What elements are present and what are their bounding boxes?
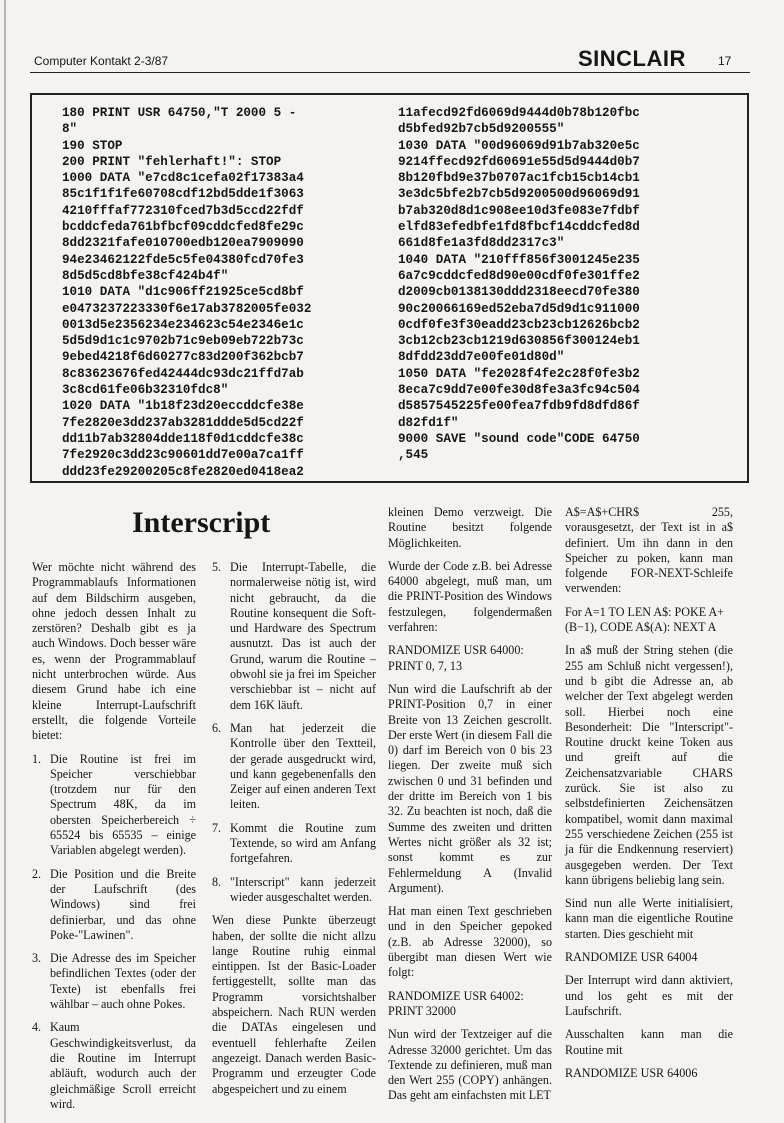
list-item: 7. Kommt die Routine zum Textende, so wird am Anfang fortgefahren. bbox=[212, 820, 376, 866]
list-item: 8. "Interscript" kann jederzeit wieder ausgeschaltet werden. bbox=[212, 874, 376, 904]
listing-line: 200 PRINT "fehlerhaft!": STOP bbox=[62, 154, 282, 169]
listing-right-column bbox=[398, 105, 640, 464]
list-item: 4. Kaum Geschwindigkeitsverlust, da die Routine im Interrupt abläuft, wodurch auch der gleichmäßige Scroll erreicht wird. bbox=[32, 1020, 196, 1111]
listing-line: 6a7c9cddcfed8d90e00cdf0fe301ffe2 bbox=[398, 268, 640, 283]
listing-line: 8c83623676fed42444dc93dc21ffd7ab bbox=[62, 366, 304, 381]
page-number: 17 bbox=[718, 54, 732, 68]
listing-line: 190 STOP bbox=[62, 138, 123, 153]
page-header bbox=[30, 46, 750, 73]
listing-line: 0cdf0fe3f30eadd23cb23cb12626bcb2 bbox=[398, 317, 640, 332]
listing-line: 7fe2920c3dd23c90601dd7e00a7ca1ff bbox=[62, 448, 304, 463]
article-column-3 bbox=[388, 505, 552, 1112]
listing-line: 1040 DATA "210fff856f3001245e235 bbox=[398, 252, 640, 267]
list-item: 3. Die Adresse des im Speicher befindlichen Textes (oder der Texte) ist ebenfalls frei wählbar – auch ohne Pokes. bbox=[32, 951, 196, 1012]
body-paragraph: Hat man einen Text geschrieben und in den Speicher gepoked (z.B. ab Adresse 32000), so übergibt man diesen Wert wie folgt: bbox=[388, 904, 552, 980]
listing-line: elfd83efedbfe1fd8fbcf14cddcfed8d bbox=[398, 220, 640, 235]
listing-line: 8d5d5cd8bfe38cf424b4f" bbox=[62, 268, 229, 283]
code-example: RANDOMIZE USR 64004 bbox=[565, 950, 698, 965]
listing-line: 8dd2321fafe010700edb120ea7909090 bbox=[62, 236, 304, 251]
listing-line: 1000 DATA "e7cd8c1cefa02f17383a4 bbox=[62, 171, 304, 186]
listing-line: e0473237223330f6e17ab3782005fe032 bbox=[62, 301, 312, 316]
listing-line: d5857545225fe00fea7fdb9fd8dfd86f bbox=[398, 399, 640, 414]
body-paragraph: Nun wird der Textzeiger auf die Adresse 32000 gerichtet. Um das Textende zu definieren, muß man den Wert 255 (COPY) anhängen. Das geht am einfachsten mit LET bbox=[388, 1027, 552, 1103]
body-paragraph: kleinen Demo verzweigt. Die Routine besitzt folgende Möglichkeiten. bbox=[388, 505, 552, 550]
article-title: Interscript bbox=[132, 506, 271, 539]
listing-line: d2009cb0138130ddd2318eecd70fe380 bbox=[398, 285, 640, 300]
listing-line: 1050 DATA "fe2028f4fe2c28f0fe3b2 bbox=[398, 366, 640, 381]
listing-line: 7fe2820e3dd237ab3281ddde5d5cd22f bbox=[62, 415, 304, 430]
page-edge-shadow bbox=[4, 0, 6, 1123]
code-example: For A=1 TO LEN A$: POKE A+(B−1), CODE A$(A): NEXT A bbox=[565, 604, 725, 635]
listing-line: 8b120fbd9e37b0707ac1fcb15cb14cb1 bbox=[398, 171, 640, 186]
code-example: RANDOMIZE USR 64000: PRINT 0, 7, 13 bbox=[388, 643, 524, 673]
listing-line: 3e3dc5bfe2b7cb5d9200500d96069d91 bbox=[398, 187, 640, 202]
intro-paragraph: Wer möchte nicht während des Programmablaufs Informationen auf dem Bildschirm ausgeben, ohne jedoch dessen Inhalt zu zerstören? Deshalb gibt es ja auch Windows. Doch besser wäre es, wenn der Programmablauf nicht unterbrochen würde. Aus diesem Grund habe ich eine kleine Interrupt-Laufschrift erstellt, die folgende Vorteile bietet: bbox=[32, 560, 196, 743]
listing-line: 9000 SAVE "sound code"CODE 64750 bbox=[398, 431, 640, 446]
code-example: RANDOMIZE USR 64006 bbox=[565, 1065, 698, 1080]
listing-line: 90c20066169ed52eba7d5d9d1c911000 bbox=[398, 301, 640, 316]
body-paragraph: Wurde der Code z.B. bei Adresse 64000 abgelegt, muß man, um die PRINT-Position des Windows festzulegen, folgendermaßen verfahren: bbox=[388, 558, 552, 635]
listing-line: d5bfed92b7cb5d9200555" bbox=[398, 122, 565, 137]
listing-line: 11afecd92fd6069d9444d0b78b120fbc bbox=[398, 106, 640, 120]
list-item: 6. Man hat jederzeit die Kontrolle über den Textteil, der gerade ausgedruckt wird, und kann gegebenenfalls den Zeiger auf einen anderen Text leiten. bbox=[212, 720, 376, 812]
listing-line: 94e23462122fde5c5fe04380fcd70fe3 bbox=[62, 252, 304, 267]
listing-line: ddd23fe29200205c8fe2820ed0418ea2 bbox=[62, 464, 304, 479]
article-column-4 bbox=[565, 505, 733, 1089]
listing-line: 9ebed4218f6d60277c83d200f362bcb7 bbox=[62, 350, 304, 365]
program-listing-box bbox=[30, 93, 749, 483]
listing-line: 8eca7c9dd7e00fe30d8fe3a3fc94c504 bbox=[398, 383, 640, 398]
listing-line: b7ab320d8d1c908ee10d3fe083e7fdbf bbox=[398, 203, 640, 218]
code-example: RANDOMIZE USR 64002: PRINT 32000 bbox=[388, 988, 524, 1018]
body-paragraph: In a$ muß der String stehen (die 255 am Schluß nicht vergessen!), und b gibt die Adresse an, ab welcher der Text abgelegt werden soll. Hierbei noch eine Besonderheit: Die "Interscript"-Routine druckt keine Token aus und greift auf die Zeichensatzvariable CHARS zurück. Sie ist also zu selbstdefinierten Zeichensätzen kompatibel, womit dann maximal 255 verschiedene Zeichen (255 ist ja für die Endkennung reserviert) ausgegeben werden. Der Text kann übrigens beliebig lang sein. bbox=[565, 643, 733, 887]
listing-line: 0013d5e2356234e234623c54e2346e1c bbox=[62, 317, 304, 332]
section-title: SINCLAIR bbox=[578, 46, 686, 71]
list-item: 2. Die Position und die Breite der Laufschrift (des Windows) sind frei definierbar, und das ohne Poke-"Lawinen". bbox=[32, 866, 196, 942]
listing-line: d82fd1f" bbox=[398, 415, 459, 430]
listing-line: 3cb12cb23cb1219d630856f300124eb1 bbox=[398, 334, 640, 349]
listing-line: 1010 DATA "d1c906ff21925ce5cd8bf bbox=[62, 285, 304, 300]
listing-line: 9214ffecd92fd60691e55d5d9444d0b7 bbox=[398, 154, 640, 169]
list-item: 5. Die Interrupt-Tabelle, die normalerweise nötig ist, wird nicht gebraucht, da die Routine konsequent die Soft- und Hardware des Spectrum ausnutzt. Das ist auch der Grund, warum die Routine – obwohl sie ja frei im Speicher verschiebbar ist – nicht auf dem 16K läuft. bbox=[212, 560, 376, 712]
body-paragraph: Nun wird die Laufschrift ab der PRINT-Position 0,7 in einer Breite von 13 Zeichen gescrollt. Der erste Wert (in diesem Fall die 0) darf im Bereich von 0 bis 23 liegen. Der zweite muß sich zwischen 0 und 31 befinden und der dritte im Bereich von 1 bis 32. Zu beachten ist noch, daß die Summe des zweiten und dritten Wertes nicht größer als 32 ist; sonst kommt es zur Fehlermeldung A (Invalid Argument). bbox=[388, 681, 552, 895]
listing-left-column bbox=[62, 105, 311, 480]
listing-line: 8" bbox=[62, 122, 78, 137]
listing-line: 661d8fe1a3fd8dd2317c3" bbox=[398, 236, 565, 251]
listing-line: 85c1f1f1fe60708cdf12bd5dde1f3063 bbox=[62, 187, 304, 202]
listing-line: 8dfdd23dd7e00fe01d80d" bbox=[398, 350, 565, 365]
magazine-name: Computer Kontakt 2-3/87 bbox=[34, 54, 169, 68]
body-paragraph: A$=A$+CHR$ 255, vorausgesetzt, der Text ist in a$ definiert. Um ihn dann in den Speicher zu poken, kann man folgende FOR-NEXT-Schleife verwenden: bbox=[565, 505, 733, 596]
body-paragraph: Der Interrupt wird dann aktiviert, und los geht es mit der Laufschrift. bbox=[565, 973, 733, 1018]
listing-line: 180 PRINT USR 64750,"T 2000 5 - bbox=[62, 106, 297, 120]
body-paragraph: Ausschalten kann man die Routine mit bbox=[565, 1027, 733, 1057]
listing-line: 5d5d9d1c1c9702b71c9eb09eb722b73c bbox=[62, 334, 304, 349]
listing-line: dd11b7ab32804dde118f0d1cddcfe38c bbox=[62, 431, 304, 446]
listing-line: 4210fffaf772310fced7b3d5ccd22fdf bbox=[62, 203, 304, 218]
listing-line: bcddcfeda761bfbcf09cddcfed8fe29c bbox=[62, 220, 304, 235]
listing-line: 3c8cd61fe06b32310fdc8" bbox=[62, 383, 229, 398]
listing-line: 1020 DATA "1b18f23d20eccddcfe38e bbox=[62, 399, 304, 414]
listing-line: 1030 DATA "00d96069d91b7ab320e5c bbox=[398, 138, 640, 153]
body-paragraph: Sind nun alle Werte initialisiert, kann man die eigentliche Routine starten. Dies geschieht mit bbox=[565, 896, 733, 941]
list-item: 1. Die Routine ist frei im Speicher verschiebbar (trotzdem nur für den Spectrum 48K, da im obersten Speicherbereich ÷ 65524 bis 65535 – einige Variablen abgelegt werden). bbox=[32, 751, 196, 858]
body-paragraph: Wen diese Punkte überzeugt haben, der sollte die nicht allzu lange Routine ruhig einmal eintippen. Ist der Basic-Loader fertiggestellt, sollte man das Programm vorsichtshalber abspeichern. Nach RUN werden die DATAs eingelesen und eventuell fehlerhafte Zeilen angezeigt. Danach werden Basic-Programm und erzeugter Code abgespeichert und zu einem bbox=[212, 913, 376, 1096]
article-column-1 bbox=[32, 560, 196, 1120]
listing-line: ,545 bbox=[398, 448, 429, 463]
article-column-2 bbox=[212, 560, 376, 1105]
